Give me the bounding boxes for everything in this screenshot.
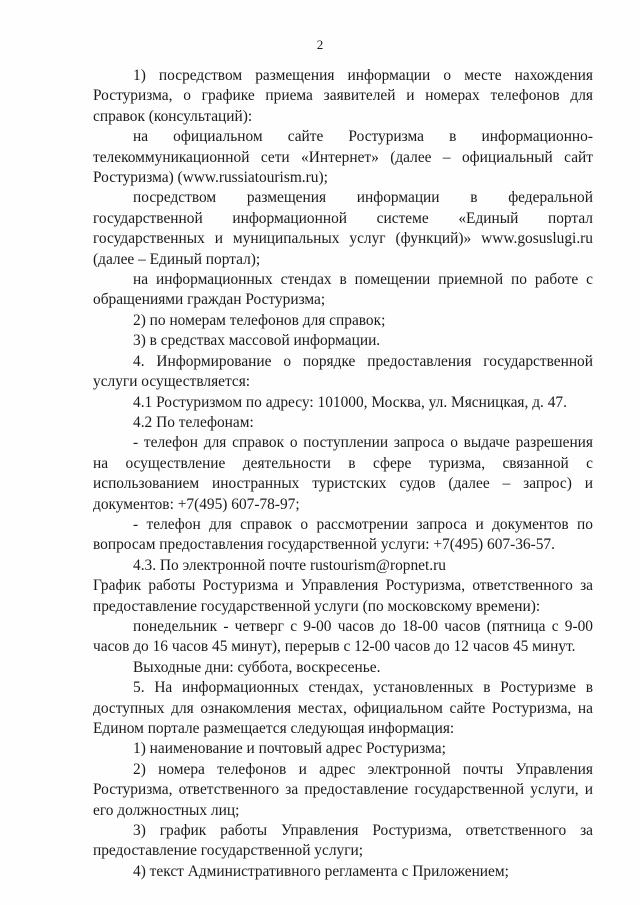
paragraph: 1) посредством размещения информации о месте нахождения Ростуризма, о графике приема заявителей и номерах телефонов для справок (консультаций): [93,67,593,125]
paragraph: 4. Информирование о порядке предоставления государственной услуги осуществляется: [93,352,593,391]
paragraph: на информационных стендах в помещении приемной по работе с обращениями граждан Ростуризма; [93,271,593,309]
paragraph: 4.3. По электронной почте rustourism@ropnet.ru [133,556,446,574]
paragraph: График работы Ростуризма и Управления Ростуризма, ответственного за предоставление государственной услуги (по московскому времени): [93,577,593,615]
paragraph: 3) в средствах массовой информации. [133,332,381,350]
paragraph: 5. На информационных стендах, установленных в Ростуризме в доступных для ознакомления местах, официальном сайте Ростуризма, на Едином портале размещается следующая информация: [93,679,593,737]
document-body [93,66,593,882]
paragraph: 1) наименование и почтовый адрес Ростуризма; [133,740,446,758]
paragraph: - телефон для справок о рассмотрении запроса и документов по вопросам предоставления государственной услуги: +7(495) 607-36-57. [93,515,593,554]
paragraph: на официальном сайте Ростуризма в информационно-телекоммуникационной сети «Интернет» (далее – официальный сайт Ростуризма) (www.russiatourism.ru); [93,128,593,187]
paragraph: 4.1 Ростуризмом по адресу: 101000, Москва, ул. Мясницкая, д. 47. [133,393,567,411]
paragraph: 2) номера телефонов и адрес электронной почты Управления Ростуризма, ответственного за предоставление государственной услуги, и его должностных лиц; [93,760,593,819]
paragraph: 3) график работы Управления Ростуризма, ответственного за предоставление государственной услуги; [93,822,593,860]
paragraph: - телефон для справок о поступлении запроса о выдаче разрешения на осуществление деятельности в сфере туризма, связанной с использованием иностранных туристских судов (далее – запрос) и документов: +7(495) 607-78-97; [93,434,593,513]
paragraph: 4.2 По телефонам: [133,413,254,431]
paragraph: Выходные дни: суббота, воскресенье. [133,658,381,676]
paragraph: 2) по номерам телефонов для справок; [133,311,386,329]
paragraph: 4) текст Административного регламента с Приложением; [133,862,509,880]
paragraph: посредством размещения информации в федеральной государственной информационной системе «Единый портал государственных и муниципальных услуг (функций)» www.gosuslugi.ru (далее – Единый портал); [93,189,593,268]
page-number: 2 [316,37,324,52]
paragraph: понедельник - четверг с 9-00 часов до 18-00 часов (пятница с 9-00 часов до 16 часов 45 минут), перерыв с 12-00 часов до 12 часов 45 минут. [93,617,593,656]
